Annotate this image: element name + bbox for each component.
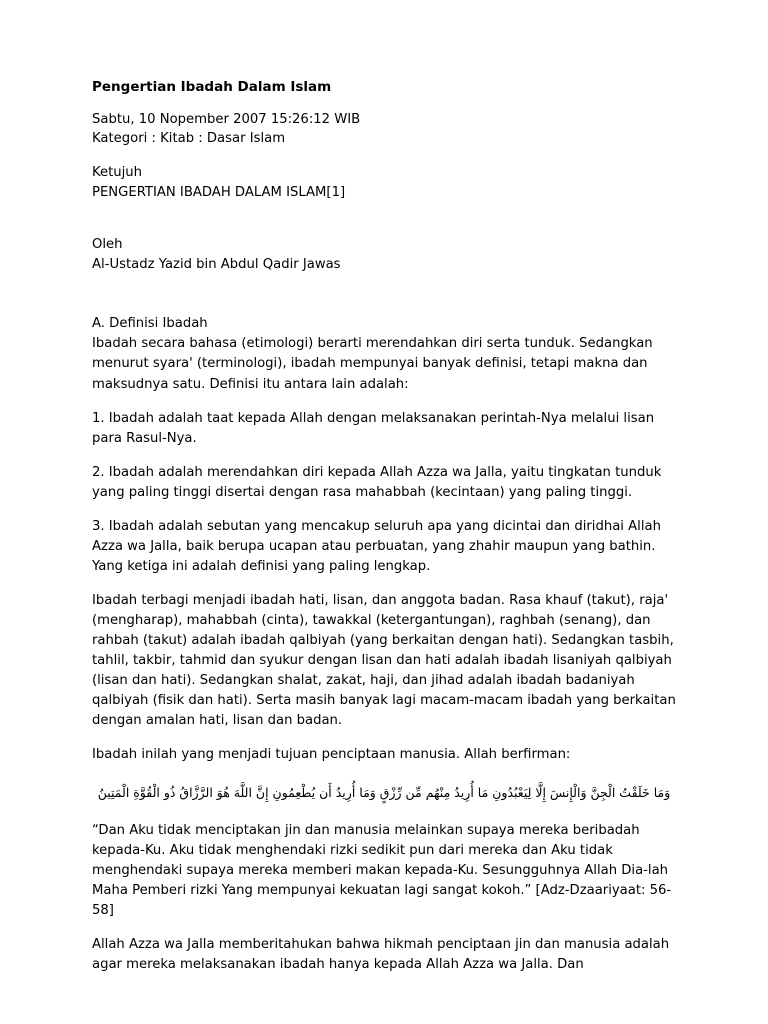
paragraph: 1. Ibadah adalah taat kepada Allah dengan melaksanakan perintah-Nya melalui lisan para Rasul-Nya. xyxy=(92,410,655,446)
author-block xyxy=(92,235,676,275)
meta-category: Kategori : Kitab : Dasar Islam xyxy=(92,131,286,147)
paragraph: 3. Ibadah adalah sebutan yang mencakup seluruh apa yang dicintai dan diridhai Allah Azza wa Jalla, baik berupa ucapan atau perbuatan, yang zhahir maupun yang bathin. Yang ketiga ini adalah definisi yang paling lengkap. xyxy=(92,518,661,574)
paragraph: Ibadah secara bahasa (etimologi) berarti merendahkan diri serta tunduk. Sedangkan menurut syara' (terminologi), ibadah mempunyai banyak definisi, tetapi makna dan maksudnya satu. Definisi itu antara lain adalah: xyxy=(92,336,653,392)
article-heading: PENGERTIAN IBADAH DALAM ISLAM[1] xyxy=(92,184,346,200)
article-heading-block xyxy=(92,163,676,203)
meta-datetime: Sabtu, 10 Nopember 2007 15:26:12 WIB xyxy=(92,111,361,127)
arabic-verse: وَمَا خَلَقْتُ الْجِنَّ وَالْإِنسَ إِلَّا لِيَعْبُدُونِ مَا أُرِيدُ مِنْهُم مِّن رِّزْقٍ وَمَا أُرِيدُ أَن يُطْعِمُونِ إِنَّ اللَّهَ هُوَ الرَّزَّاقُ ذُو الْقُوَّةِ الْمَتِينُ xyxy=(97,784,671,800)
spacer xyxy=(92,288,676,314)
verse-translation: “Dan Aku tidak menciptakan jin dan manusia melainkan supaya mereka beribadah kepada-Ku. Aku tidak menghendaki rizki sedikit pun dari mereka dan Aku tidak menghendaki supaya mereka memberi makan kepada-Ku. Sesungguhnya Allah Dia-lah Maha Pemberi rizki Yang mempunyai kekuatan lagi sangat kokoh.” [Adz-Dzaariyaat: 56-58] xyxy=(92,822,672,918)
article-order-label: Ketujuh xyxy=(92,165,143,181)
author-name: Al-Ustadz Yazid bin Abdul Qadir Jawas xyxy=(92,256,341,272)
page-title: Pengertian Ibadah Dalam Islam xyxy=(92,79,332,95)
paragraph: 2. Ibadah adalah merendahkan diri kepada Allah Azza wa Jalla, yaitu tingkatan tunduk yang paling tinggi disertai dengan rasa mahabbah (kecintaan) yang paling tinggi. xyxy=(92,464,662,500)
spacer xyxy=(92,217,676,235)
closing-paragraph: Allah Azza wa Jalla memberitahukan bahwa hikmah penciptaan jin dan manusia adalah agar mereka melaksanakan ibadah hanya kepada Allah Azza wa Jalla. Dan xyxy=(92,936,670,972)
document-meta xyxy=(92,110,676,150)
paragraph: Ibadah terbagi menjadi ibadah hati, lisan, dan anggota badan. Rasa khauf (takut), raja' (mengharap), mahabbah (cinta), tawakkal (ketergantungan), raghbah (senang), dan rahbah (takut) adalah ibadah qalbiyah (yang berkaitan dengan hati). Sedangkan tasbih, tahlil, takbir, tahmid dan syukur dengan lisan dan hati adalah ibadah lisaniyah qalbiyah (lisan dan hati). Sedangkan shalat, zakat, haji, dan jihad adalah ibadah badaniyah qalbiyah (fisik dan hati). Serta masih banyak lagi macam-macam ibadah yang berkaitan dengan amalan hati, lisan dan badan. xyxy=(92,593,676,729)
author-label: Oleh xyxy=(92,236,123,252)
section-heading: A. Definisi Ibadah xyxy=(92,316,208,332)
paragraph: Ibadah inilah yang menjadi tujuan penciptaan manusia. Allah berfirman: xyxy=(92,747,571,763)
